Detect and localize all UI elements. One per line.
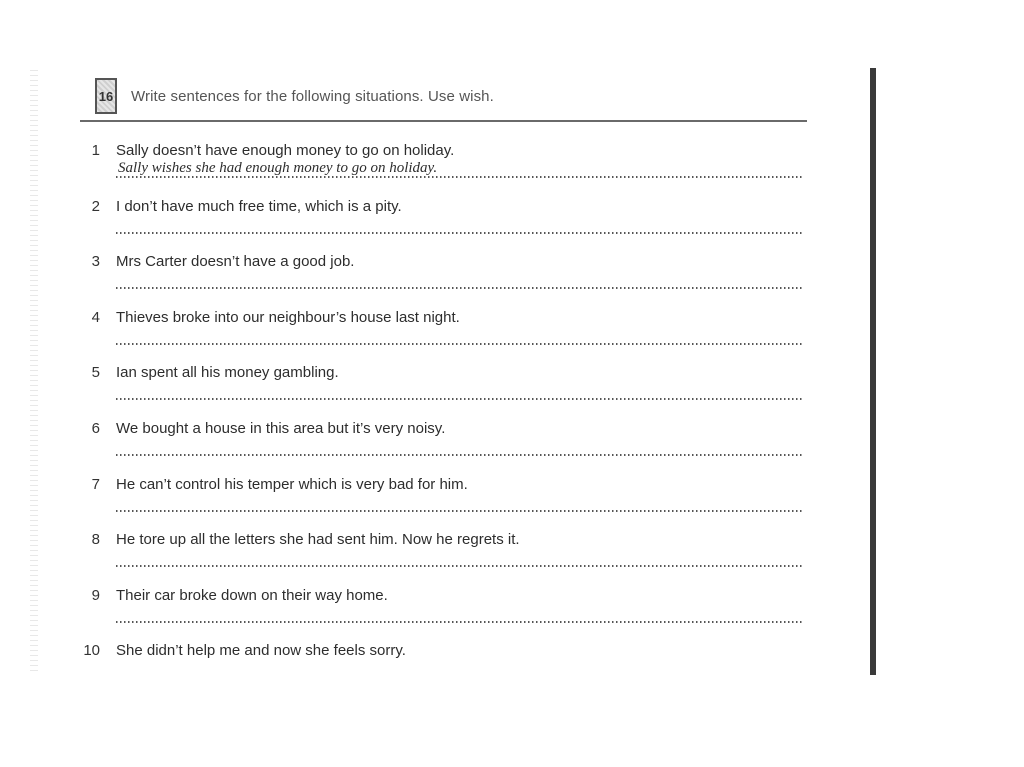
item-sentence: I don’t have much free time, which is a pity. — [116, 197, 402, 215]
item-sentence: Ian spent all his money gambling. — [116, 364, 339, 382]
item-sentence: Their car broke down on their way home. — [116, 586, 388, 604]
header-divider — [80, 120, 807, 122]
exercise-header — [95, 78, 807, 124]
item-number: 10 — [83, 642, 100, 660]
exercise-number-badge: 16 — [95, 78, 117, 114]
item-sentence: She didn’t help me and now she feels sorry. — [116, 642, 406, 660]
answer-dotted-line — [116, 621, 802, 623]
answer-dotted-line — [116, 398, 802, 400]
item-sentence: Thieves broke into our neighbour’s house last night. — [116, 308, 460, 326]
item-number: 8 — [91, 531, 100, 549]
item-sentence: Sally doesn’t have enough money to go on holiday. — [116, 142, 455, 159]
item-number: 9 — [91, 586, 100, 604]
item-number: 2 — [91, 197, 100, 215]
scan-edge-artifact — [30, 70, 38, 675]
answer-dotted-line — [116, 176, 802, 178]
item-answer[interactable]: Sally wishes she had enough money to go on holiday. — [118, 160, 438, 176]
item-number: 6 — [91, 420, 100, 437]
item-sentence: We bought a house in this area but it’s very noisy. — [116, 420, 446, 437]
item-number: 5 — [91, 364, 100, 382]
answer-dotted-line — [116, 343, 802, 345]
item-number: 3 — [91, 253, 100, 271]
item-number: 1 — [91, 142, 100, 159]
item-number: 4 — [91, 308, 100, 326]
page-edge-bar — [870, 68, 876, 675]
answer-dotted-line — [116, 287, 802, 289]
item-sentence: He tore up all the letters she had sent him. Now he regrets it. — [116, 531, 520, 549]
answer-dotted-line — [116, 510, 802, 512]
item-sentence: Mrs Carter doesn’t have a good job. — [116, 253, 355, 271]
item-sentence: He can’t control his temper which is very bad for him. — [116, 475, 468, 493]
answer-dotted-line — [116, 565, 802, 567]
answer-dotted-line — [116, 232, 802, 234]
item-number: 7 — [91, 475, 100, 493]
answer-dotted-line — [116, 454, 802, 456]
exercise-instruction: Write sentences for the following situations. Use wish. — [131, 88, 494, 105]
